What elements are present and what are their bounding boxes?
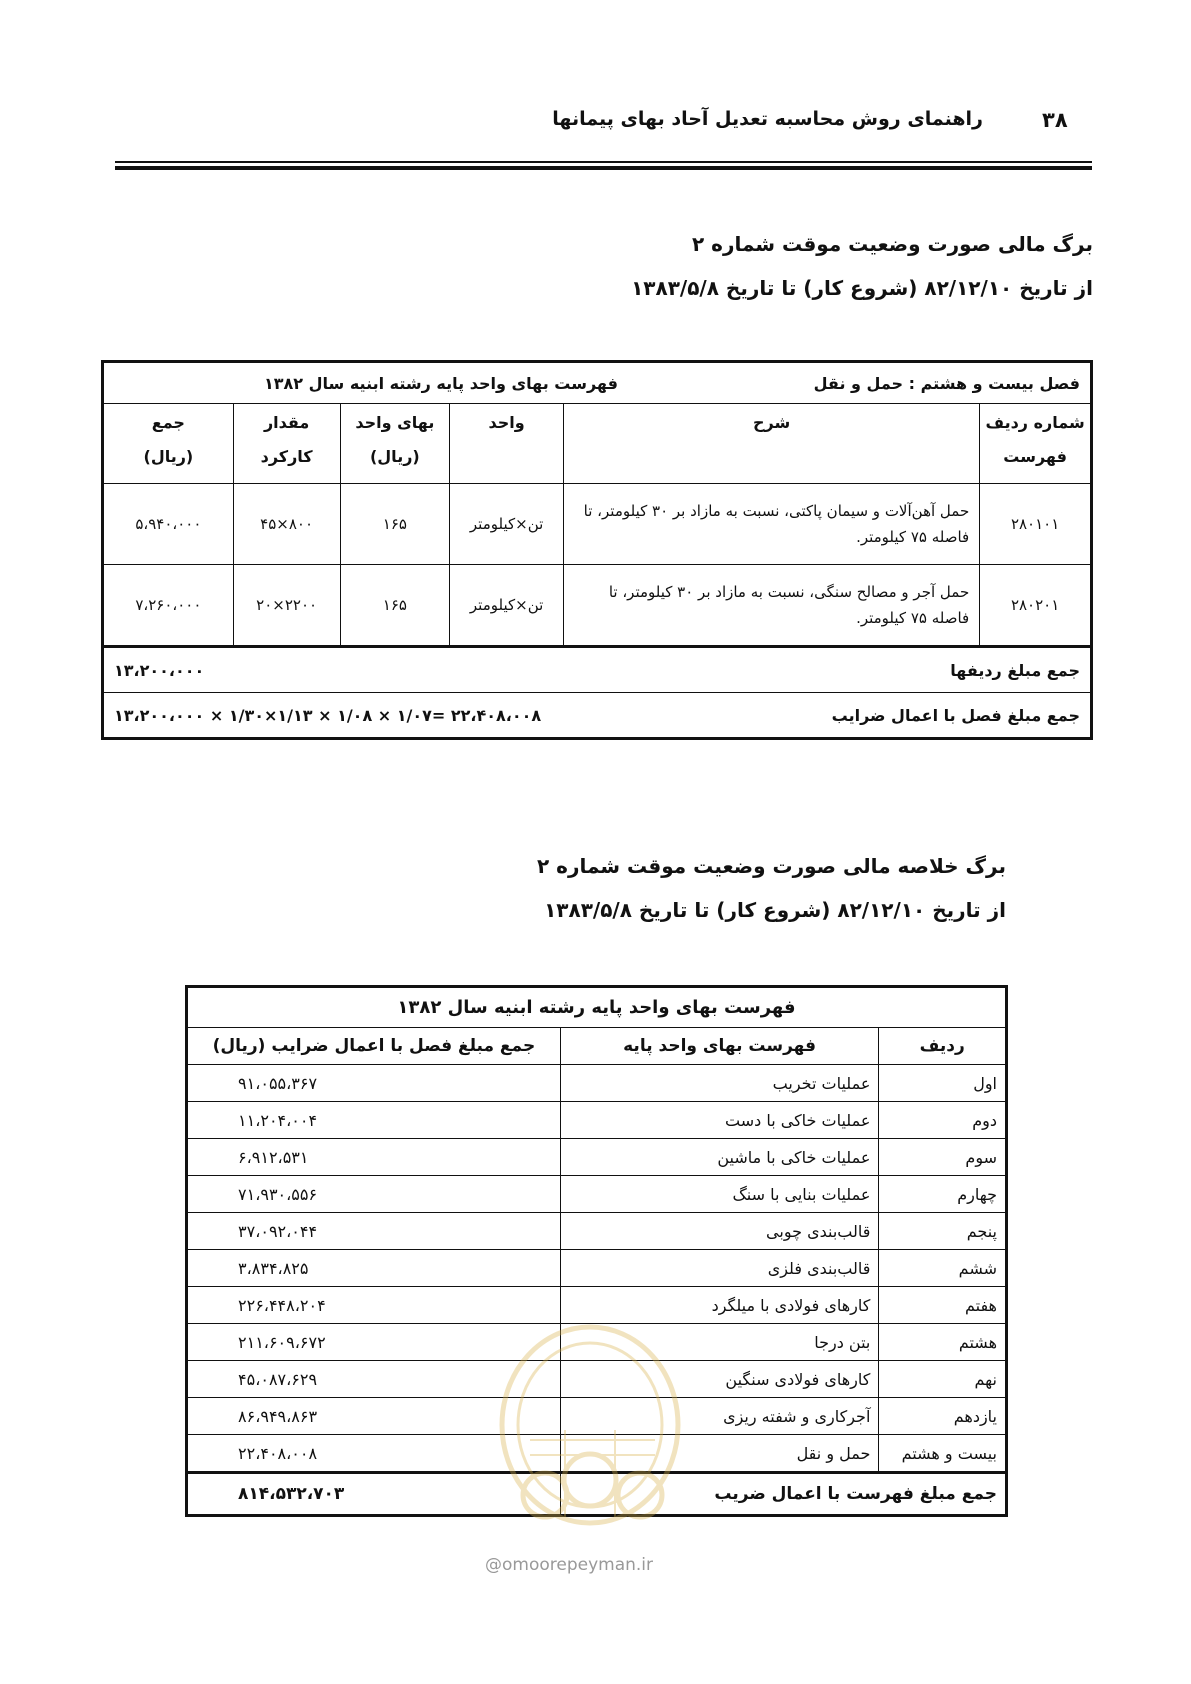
row-unit-price: ۱۶۵ (340, 484, 450, 565)
col-unit-price: بهای واحد (ریال) (340, 404, 450, 484)
table-row (187, 1176, 1007, 1213)
row-label: هفتم (879, 1287, 1007, 1324)
row-amount: ۱۱،۲۰۴،۰۰۴ (187, 1102, 561, 1139)
row-name: عملیات تخریب (560, 1065, 879, 1102)
row-unit: تن×کیلومتر (450, 565, 564, 647)
row-amount: ۹۱،۰۵۵،۳۶۷ (187, 1065, 561, 1102)
table-row (187, 1065, 1007, 1102)
row-label: هشتم (879, 1324, 1007, 1361)
row-label: دوم (879, 1102, 1007, 1139)
section1-date-range: از تاریخ ۸۲/۱۲/۱۰ (شروع کار) تا تاریخ ۱۳۸۳/۵/۸ (631, 276, 1093, 300)
row-code: ۲۸۰۲۰۱ (980, 565, 1092, 647)
row-description: حمل آهن‌آلات و سیمان پاکتی، نسبت به مازاد بر ۳۰ کیلومتر، تا فاصله ۷۵ کیلومتر. (564, 484, 980, 565)
row-quantity: ۲۲۰۰×۲۰ (233, 565, 340, 647)
row-quantity: ۸۰۰×۴۵ (233, 484, 340, 565)
col-price-list: فهرست بهای واحد پایه (560, 1028, 879, 1065)
row-name: بتن درجا (560, 1324, 879, 1361)
row-amount: ۳،۸۳۴،۸۲۵ (187, 1250, 561, 1287)
section2-date-range: از تاریخ ۸۲/۱۲/۱۰ (شروع کار) تا تاریخ ۱۳۸۳/۵/۸ (544, 898, 1006, 922)
summary-table-title: فهرست بهای واحد پایه رشته ابنیه سال ۱۳۸۲ (187, 987, 1007, 1028)
table-title-bar (103, 362, 1092, 404)
table-row (187, 1287, 1007, 1324)
header-rule-thick (115, 166, 1092, 170)
row-name: قالب‌بندی چوبی (560, 1213, 879, 1250)
col-total: جمع (ریال) (103, 404, 234, 484)
row-name: حمل و نقل (560, 1435, 879, 1473)
row-unit: تن×کیلومتر (450, 484, 564, 565)
row-code: ۲۸۰۱۰۱ (980, 484, 1092, 565)
header-rule (115, 161, 1092, 163)
col-quantity: مقدار کارکرد (233, 404, 340, 484)
col-amount: جمع مبلغ فصل با اعمال ضرایب (ریال) (187, 1028, 561, 1065)
row-name: عملیات بنایی با سنگ (560, 1176, 879, 1213)
row-label: ششم (879, 1250, 1007, 1287)
col-description: شرح (564, 404, 980, 484)
row-label: نهم (879, 1361, 1007, 1398)
row-name: عملیات خاکی با ماشین (560, 1139, 879, 1176)
row-total: ۷،۲۶۰،۰۰۰ (103, 565, 234, 647)
row-amount: ۳۷،۰۹۲،۰۴۴ (187, 1213, 561, 1250)
row-label: سوم (879, 1139, 1007, 1176)
row-label: اول (879, 1065, 1007, 1102)
chapter-total-formula: ۱۳،۲۰۰،۰۰۰ × ۱/۳۰×۱/۱۳ × ۱/۰۸ × ۱/۰۷= ۲۲،۴۰۸،۰۰۸ (114, 705, 542, 725)
row-amount: ۲۲۶،۴۴۸،۲۰۴ (187, 1287, 561, 1324)
row-total: ۵،۹۴۰،۰۰۰ (103, 484, 234, 565)
running-header-title: راهنمای روش محاسبه تعدیل آحاد بهای پیمانها (552, 108, 983, 130)
rows-total-row (103, 647, 1092, 693)
row-name: عملیات خاکی با دست (560, 1102, 879, 1139)
chapter-total-row (103, 693, 1092, 739)
rows-total-value: ۱۳،۲۰۰،۰۰۰ (114, 660, 205, 680)
price-list-title: فهرست بهای واحد پایه رشته ابنیه سال ۱۳۸۲ (264, 373, 618, 393)
rows-total-label: جمع مبلغ ردیفها (950, 660, 1080, 680)
table-row (187, 1213, 1007, 1250)
row-label: بیست و هشتم (879, 1435, 1007, 1473)
col-row-no: شماره ردیف فهرست (980, 404, 1092, 484)
chapter-title: فصل بیست و هشتم : حمل و نقل (813, 373, 1080, 393)
row-amount: ۶،۹۱۲،۵۳۱ (187, 1139, 561, 1176)
row-amount: ۸۶،۹۴۹،۸۶۳ (187, 1398, 561, 1435)
col-unit: واحد (450, 404, 564, 484)
summary-total-value: ۸۱۴،۵۳۲،۷۰۳ (187, 1473, 561, 1516)
row-label: پنجم (879, 1213, 1007, 1250)
table-row (103, 565, 1092, 647)
table-row (187, 1139, 1007, 1176)
page-number: ۳۸ (1042, 108, 1068, 132)
row-amount: ۲۱۱،۶۰۹،۶۷۲ (187, 1324, 561, 1361)
table-row (103, 484, 1092, 565)
row-name: کارهای فولادی با میلگرد (560, 1287, 879, 1324)
row-label: یازدهم (879, 1398, 1007, 1435)
section2-title: برگ خلاصه مالی صورت وضعیت موقت شماره ۲ (536, 854, 1006, 878)
row-amount: ۷۱،۹۳۰،۵۵۶ (187, 1176, 561, 1213)
financial-sheet-table (101, 360, 1093, 740)
row-unit-price: ۱۶۵ (340, 565, 450, 647)
section1-title: برگ مالی صورت وضعیت موقت شماره ۲ (691, 232, 1093, 256)
row-label: چهارم (879, 1176, 1007, 1213)
summary-total-label: جمع مبلغ فهرست با اعمال ضریب (560, 1473, 1006, 1516)
chapter-total-label: جمع مبلغ فصل با اعمال ضرایب (831, 705, 1080, 725)
col-row: ردیف (879, 1028, 1007, 1065)
row-name: قالب‌بندی فلزی (560, 1250, 879, 1287)
row-amount: ۴۵،۰۸۷،۶۲۹ (187, 1361, 561, 1398)
table-row (187, 1250, 1007, 1287)
row-name: آجرکاری و شفته ریزی (560, 1398, 879, 1435)
row-name: کارهای فولادی سنگین (560, 1361, 879, 1398)
row-description: حمل آجر و مصالح سنگی، نسبت به مازاد بر ۳۰ کیلومتر، تا فاصله ۷۵ کیلومتر. (564, 565, 980, 647)
seal-watermark-icon (490, 1320, 690, 1550)
table-row (187, 1102, 1007, 1139)
row-amount: ۲۲،۴۰۸،۰۰۸ (187, 1435, 561, 1473)
website-watermark: @omoorepeyman.ir (485, 1555, 654, 1575)
